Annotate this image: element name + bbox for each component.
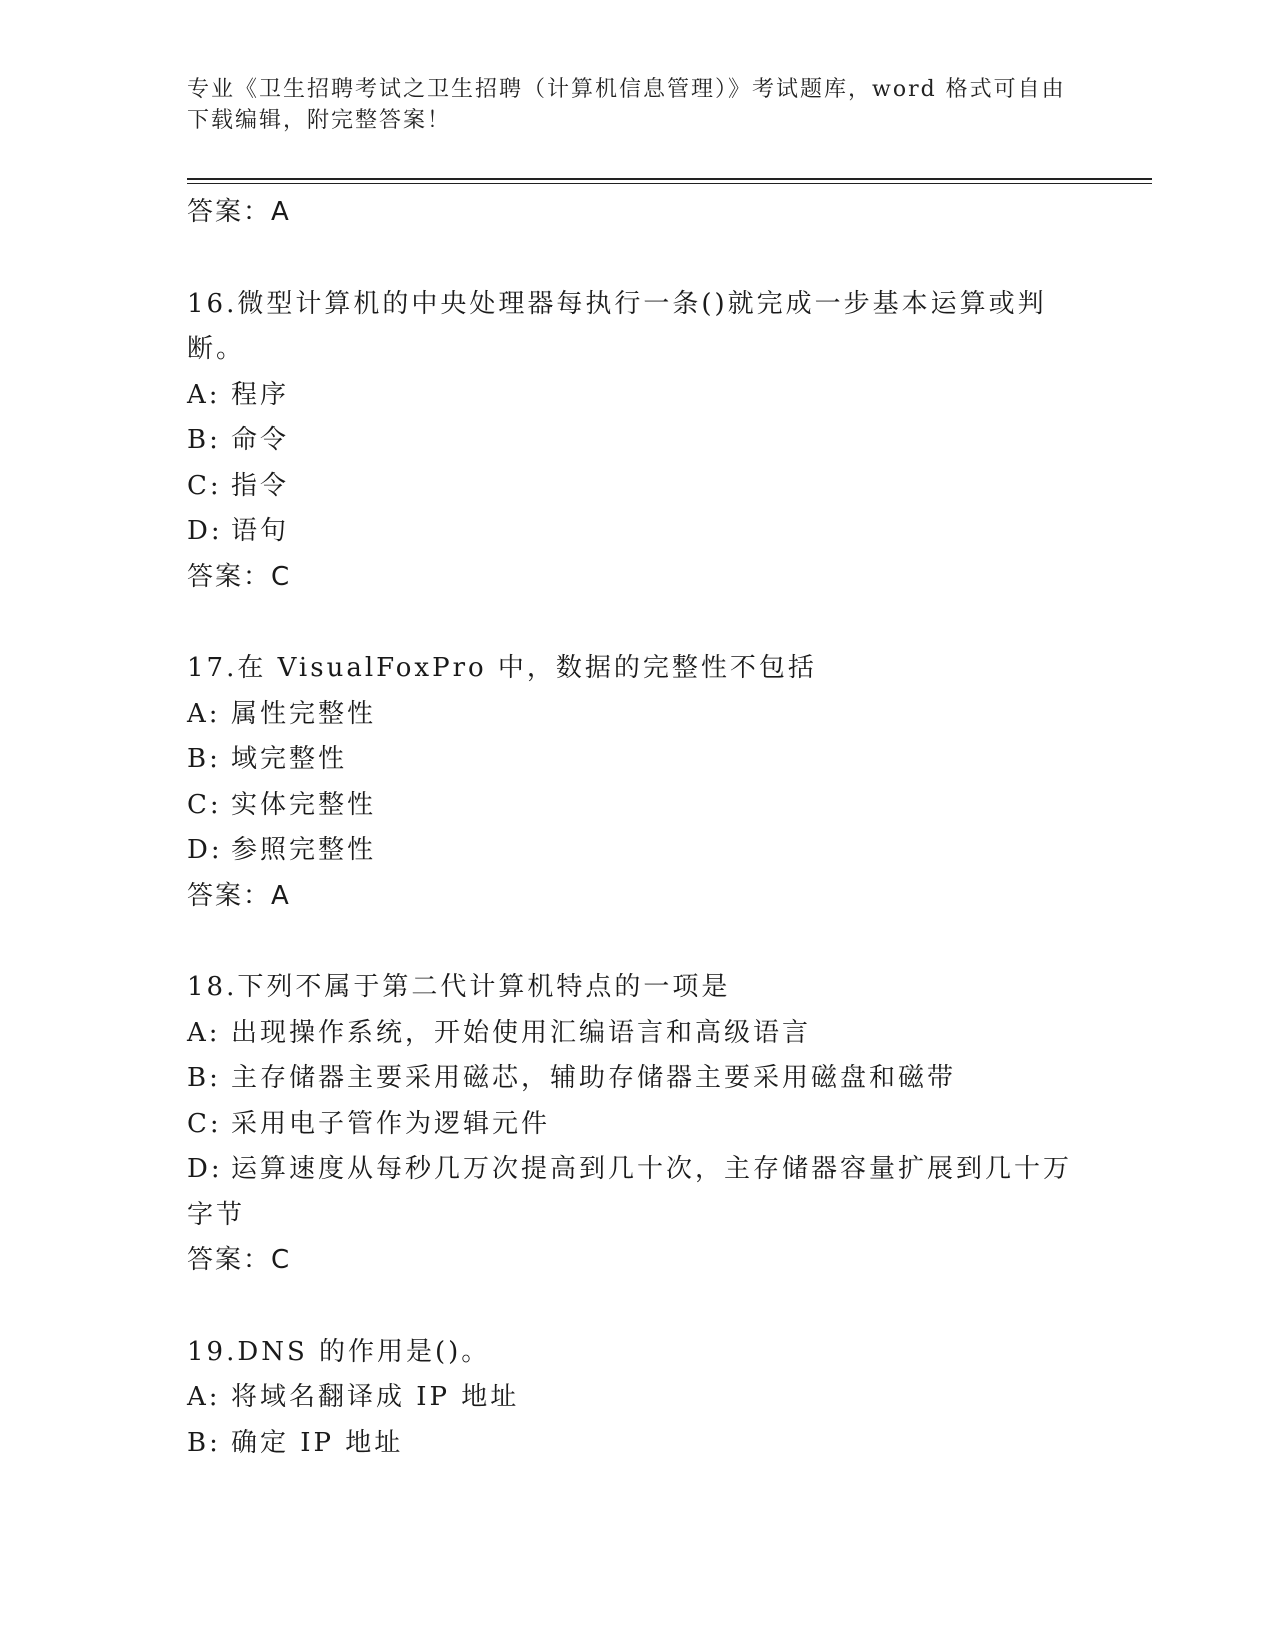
question-stem: 16.微型计算机的中央处理器每执行一条()就完成一步基本运算或判断。 (187, 288, 1047, 364)
option-text: 出现操作系统，开始使用汇编语言和高级语言 (231, 1017, 812, 1048)
option-letter: C: (187, 789, 222, 820)
option-letter: B: (187, 1427, 221, 1458)
option-letter: A: (187, 698, 221, 729)
document-header (187, 74, 1067, 136)
option-line (187, 509, 1087, 555)
option-letter: C: (187, 470, 222, 501)
option-line (187, 828, 1087, 874)
option-letter: C: (187, 1108, 222, 1139)
question-gap (187, 236, 1087, 282)
option-text: 域完整性 (231, 744, 348, 774)
header-divider-thin (187, 183, 1152, 184)
option-text: 采用电子管作为逻辑元件 (231, 1108, 551, 1139)
option-line (187, 464, 1087, 510)
option-text: 程序 (231, 379, 290, 410)
option-text: 运算速度从每秒几万次提高到几十次，主存储器容量扩展到几十万字节 (187, 1154, 1073, 1230)
option-line (187, 373, 1087, 419)
question-gap (187, 600, 1087, 646)
answer-line: 答案：C (187, 561, 292, 592)
question-stem: 19.DNS 的作用是()。 (187, 1336, 491, 1367)
answer-line: 答案：C (187, 1245, 292, 1275)
option-line (187, 1011, 1087, 1057)
option-line (187, 418, 1087, 464)
option-line (187, 737, 1087, 783)
option-text: 指令 (231, 470, 290, 501)
option-text: 将域名翻译成 IP 地址 (231, 1382, 520, 1412)
option-text: 主存储器主要采用磁芯，辅助存储器主要采用磁盘和磁带 (231, 1063, 957, 1093)
option-line (187, 1421, 1087, 1467)
option-text: 命令 (231, 425, 290, 455)
question-gap (187, 1284, 1087, 1330)
question-stem: 18.下列不属于第二代计算机特点的一项是 (187, 972, 731, 1002)
option-line (187, 1147, 1077, 1238)
option-line (187, 783, 1087, 829)
option-text: 语句 (231, 516, 290, 546)
option-text: 参照完整性 (231, 835, 377, 865)
option-letter: B: (187, 425, 221, 455)
question-gap (187, 919, 1087, 965)
option-letter: A: (187, 1382, 221, 1412)
header-intro-text: 专业《卫生招聘考试之卫生招聘（计算机信息管理）》考试题库，word 格式可自由下载编辑，附完整答案！ (187, 77, 1066, 133)
option-letter: D: (187, 1154, 223, 1184)
header-divider-thick (187, 178, 1152, 180)
option-letter: D: (187, 516, 223, 546)
option-line (187, 1102, 1087, 1148)
option-line (187, 1056, 1087, 1102)
option-letter: B: (187, 744, 221, 774)
option-letter: A: (187, 379, 221, 410)
question-list (187, 190, 1087, 1466)
answer-line: 答案：A (187, 197, 291, 227)
option-letter: D: (187, 835, 223, 865)
question-stem: 17.在 VisualFoxPro 中，数据的完整性不包括 (187, 653, 817, 683)
option-line (187, 692, 1087, 738)
option-text: 实体完整性 (231, 789, 377, 820)
option-letter: B: (187, 1063, 221, 1093)
option-text: 属性完整性 (231, 698, 377, 729)
answer-line: 答案：A (187, 880, 291, 911)
option-text: 确定 IP 地址 (231, 1427, 404, 1458)
option-letter: A: (187, 1017, 221, 1048)
option-line (187, 1375, 1087, 1421)
